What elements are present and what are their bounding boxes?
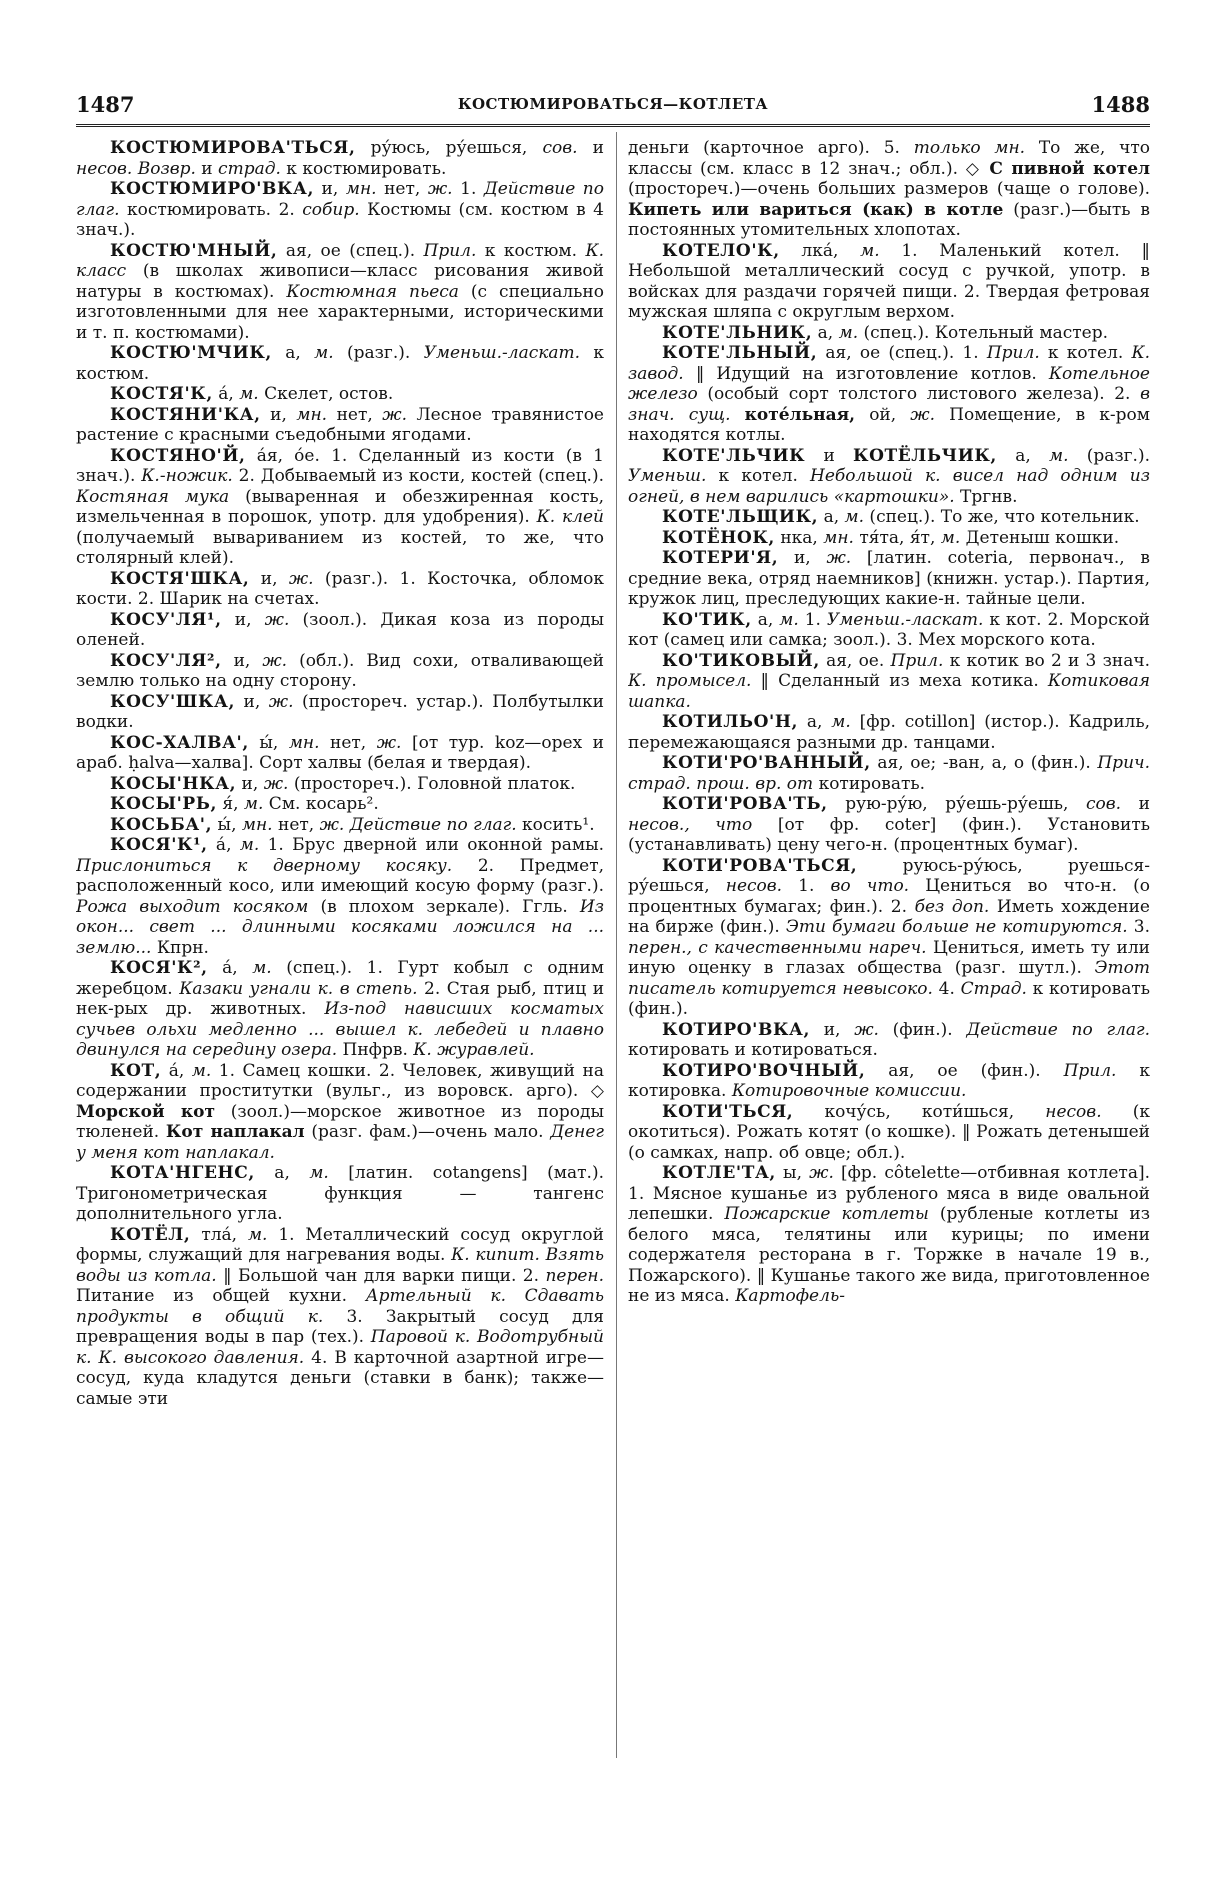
entry-headword: КОСЯ'К¹,	[110, 835, 208, 855]
dictionary-entry	[628, 856, 1150, 1020]
italic-text: Из окон... свет ... длинными косяками ложился на ... землю...	[76, 896, 604, 958]
italic-text: перен.	[545, 1265, 604, 1286]
entry-text	[731, 405, 745, 425]
italic-text: м.	[831, 712, 851, 732]
entry-text: руюсь-ру́юсь, руешься-ру́ешься,	[628, 855, 1150, 896]
entry-text: 1. Металлический сосуд округлой формы, служащий для нагревания воды.	[76, 1224, 604, 1265]
entry-text: 1.	[782, 876, 831, 896]
entry-text: 4.	[932, 978, 961, 999]
italic-text: К. клей	[536, 507, 604, 527]
italic-text: несов.	[725, 876, 783, 896]
italic-text: Костяная мука	[76, 486, 230, 507]
entry-headword: КО'ТИКОВЫЙ,	[662, 650, 820, 671]
entry-text: (рубленые котлеты из белого мяса, телятины или курицы; по имени содержателя ресторана в г. Торжке в начале 19 в., Пожарского). ‖ Кушанье такого же вида, приготовленное не из мяса.	[628, 1204, 1150, 1306]
italic-text: Прислониться к дверному косяку.	[76, 855, 453, 876]
entry-text: к котировка.	[628, 1060, 1150, 1101]
entry-text: а́,	[212, 384, 240, 404]
italic-text: Прил.	[423, 240, 477, 261]
entry-text: и,	[260, 404, 297, 425]
italic-text: мн.	[288, 732, 320, 753]
entry-text: а,	[996, 445, 1049, 466]
entry-headword: КОСТЯ'К,	[110, 384, 213, 404]
entry-headword: КОСЬБА',	[110, 814, 213, 835]
entry-text: лка́,	[779, 240, 861, 261]
entry-text: (разг.).	[333, 343, 424, 363]
dictionary-entry	[628, 507, 1150, 528]
dictionary-entry	[628, 1102, 1150, 1164]
entry-text: и,	[809, 1019, 855, 1040]
entry-text: а,	[812, 322, 839, 343]
entry-headword: КОТЕ'ЛЬНИК,	[662, 322, 813, 343]
italic-text: м.	[940, 527, 961, 548]
italic-text: Уменьш.-ласкат.	[826, 609, 984, 630]
italic-text: ж.	[427, 179, 453, 199]
entry-headword: КОСУ'ЛЯ¹,	[110, 609, 222, 630]
italic-text: Прил.	[890, 650, 944, 671]
entry-headword: КОСУ'ЛЯ²,	[110, 650, 222, 671]
entry-text: ы,	[775, 1163, 810, 1183]
italic-text: несов., что	[628, 814, 753, 835]
entry-text: Пнфрв.	[337, 1040, 414, 1060]
entry-text: к котировать (фин.).	[628, 978, 1150, 1019]
entry-text: к котел.	[706, 466, 811, 486]
entry-headword: КОТЛЕ'ТА,	[662, 1163, 776, 1183]
entry-text: (зоол.). Дикая коза из породы оленей.	[76, 609, 604, 650]
dictionary-entry	[76, 774, 604, 795]
italic-text: м.	[838, 322, 859, 343]
entry-text: ая, ое (спец.).	[277, 240, 424, 261]
italic-text: ж.	[263, 773, 289, 794]
dictionary-entry	[76, 692, 604, 733]
entry-text: [латин. coteria, первонач., в средние века, отряд наемников] (книжн. устар.). Партия, кружок лиц, преследующих какие-н. тайные цели.	[628, 548, 1150, 609]
entry-text: и	[195, 158, 219, 179]
italic-text: К. кипит. Взять воды из котла.	[76, 1245, 604, 1286]
bold-text: Кот наплакал	[165, 1122, 305, 1142]
entry-text: [фр. cotillon] (истор.). Кадриль, перемежающаяся разными др. танцами.	[628, 712, 1150, 753]
entry-headword: КОТЁЛЬЧИК,	[853, 445, 997, 466]
italic-text: мн.	[241, 814, 273, 835]
italic-text: ж.	[382, 404, 407, 425]
entry-text: к котел.	[1039, 343, 1132, 363]
entry-text: (особый сорт толстого листового железа). 2.	[697, 384, 1141, 404]
entry-text: Скелет, остов.	[258, 384, 394, 404]
entry-text: ая, ое.	[819, 650, 891, 671]
entry-text: (получаемый вывариванием из костей, то же, что столярный клей).	[76, 527, 604, 568]
italic-text: ж.	[854, 1019, 879, 1040]
italic-text: Денег у меня кот наплакал.	[76, 1122, 604, 1163]
entry-text: ая, ое (спец.). 1.	[817, 343, 987, 363]
entry-text: нет,	[319, 732, 377, 753]
entry-headword: КОТ,	[110, 1060, 162, 1081]
entry-text: 3. Закрытый сосуд для превращения воды в пар (тех.).	[76, 1306, 604, 1347]
entry-text: (в школах живописи—класс рисования живой натуры в костюмах).	[76, 261, 604, 302]
entry-text: [латин. cotangens] (мат.). Тригонометрическая функция — тангенс дополнительного угла.	[76, 1163, 604, 1224]
entry-headword: КОСТЯ'ШКА,	[110, 568, 250, 589]
italic-text: Страд.	[960, 978, 1027, 999]
italic-text: страд.	[218, 158, 281, 179]
entry-text: 1. Маленький котел. ‖ Небольшой металлический сосуд с ручкой, употр. в войсках для раздачи горячей пищи. 2. Твердая фетровая мужская шляпа с округлым верхом.	[628, 240, 1150, 322]
entry-text: (в плохом зеркале). Ггль.	[308, 896, 580, 917]
entry-headword: КО'ТИК,	[662, 609, 752, 630]
entry-text: а,	[818, 507, 845, 527]
entry-headword: КОСТЯНО'Й,	[110, 445, 246, 466]
italic-text: ж.	[826, 548, 852, 568]
italic-text: несов.	[1045, 1101, 1102, 1122]
dictionary-entry	[76, 241, 604, 344]
dictionary-entry	[628, 1020, 1150, 1061]
entry-text: Детеныш кошки.	[960, 527, 1120, 548]
entry-text: к костюмировать.	[280, 158, 447, 179]
italic-text: м.	[779, 609, 799, 630]
dictionary-entry	[628, 651, 1150, 713]
entry-text: Иметь хождение на бирже (фин.).	[628, 896, 1150, 937]
entry-text: тла́,	[190, 1224, 248, 1245]
entry-headword: КОСЫ'РЬ,	[110, 794, 217, 814]
entry-text: я́,	[216, 794, 244, 814]
italic-text: Прил.	[986, 343, 1040, 363]
entry-text: и,	[221, 609, 265, 630]
dictionary-entry	[628, 610, 1150, 651]
entry-headword: КОТЕРИ'Я,	[662, 548, 779, 568]
entry-text: (фин.).	[878, 1019, 967, 1040]
entry-text: [от фр. coter] (фин.). Установить (устанавливать) цену чего-н. (процентных бумаг).	[628, 814, 1150, 855]
entry-headword: КОТЕЛО'К,	[662, 240, 780, 261]
entry-text: ‖ Сделанный из меха котика.	[751, 671, 1048, 691]
entry-text: нет,	[327, 404, 383, 425]
entry-text: 1. Брус дверной или оконной рамы.	[259, 835, 604, 855]
italic-text: м.	[844, 507, 865, 527]
entry-text: костюмировать. 2.	[119, 199, 303, 220]
italic-text: ж.	[910, 404, 936, 425]
running-title: КОСТЮМИРОВАТЬСЯ—КОТЛЕТА	[457, 95, 769, 113]
italic-text: сов.	[542, 138, 578, 158]
dictionary-entry	[628, 241, 1150, 323]
entry-text: к котик во 2 и 3 знач.	[943, 650, 1150, 671]
entry-text: 3.	[1127, 917, 1150, 937]
dictionary-entry	[628, 1163, 1150, 1307]
italic-text: Прич. страд. прош. вр. от	[628, 753, 1150, 794]
column-divider	[616, 132, 617, 1758]
page-number-left: 1487	[76, 92, 135, 117]
entry-text: и,	[249, 568, 289, 589]
italic-text: Котиковая шапка.	[628, 671, 1150, 712]
italic-text: в знач. сущ.	[628, 384, 1150, 425]
italic-text: м.	[860, 240, 880, 261]
italic-text: м.	[309, 1163, 329, 1183]
entry-text: Тргнв.	[954, 486, 1018, 507]
entry-text: 1.	[798, 609, 827, 630]
entry-text: Помещение, в к-ром находятся котлы.	[628, 404, 1150, 445]
italic-text: собир.	[302, 199, 360, 220]
entry-text: (разг. фам.)—очень мало.	[304, 1122, 551, 1142]
entry-headword: КОТИ'РОВА'ТЬ,	[662, 794, 828, 814]
italic-text: сов.	[1086, 794, 1122, 814]
italic-text: Прил.	[1063, 1060, 1117, 1081]
entry-text: и,	[314, 179, 346, 199]
dictionary-entry	[76, 835, 604, 958]
entry-text: См. косарь².	[263, 794, 379, 814]
italic-text: мн.	[296, 404, 328, 425]
entry-headword: КОТЁЛ,	[110, 1224, 191, 1245]
entry-text: (спец.). 1. Гурт кобыл с одним жеребцом.	[76, 958, 604, 999]
entry-text: а,	[254, 1163, 310, 1183]
entry-text: нка,	[774, 527, 824, 548]
entry-headword: КОТИ'РО'ВАННЫЙ,	[662, 753, 871, 773]
entry-headword: КОСТЮМИРОВА'ТЬСЯ,	[110, 138, 356, 158]
italic-text: м.	[239, 384, 259, 404]
italic-text: м.	[252, 958, 272, 978]
entry-text: (простореч.). Головной платок.	[288, 773, 576, 794]
entry-text: к костюм.	[476, 240, 586, 261]
entry-text: Лесное травянистое растение с красными съедобными ягодами.	[76, 404, 604, 445]
entry-text: а́,	[207, 835, 240, 855]
entry-headword: КОТИРО'ВКА,	[662, 1019, 810, 1040]
entry-text: (вываренная и обезжиренная кость, измельченная в порошок, употр. для удобрения).	[76, 486, 604, 527]
italic-text: К. журавлей.	[413, 1040, 535, 1060]
page-header	[76, 92, 1150, 124]
italic-text: ж.	[262, 650, 288, 671]
dictionary-entry	[76, 569, 604, 610]
entry-text: Цениться, иметь ту или иную оценку в глазах общества (разг. шутл.).	[628, 937, 1150, 978]
dictionary-entry	[76, 384, 604, 405]
entry-text: и,	[236, 773, 264, 794]
entry-headword: КОТЕ'ЛЬЧИК	[662, 445, 806, 466]
italic-text: ж.	[268, 691, 294, 712]
dictionary-entry	[76, 733, 604, 774]
entry-text: а́,	[161, 1060, 192, 1081]
italic-text: Действие по глаг.	[76, 179, 604, 220]
entry-headword: КОСЫ'НКА,	[110, 773, 237, 794]
dictionary-entry	[76, 815, 604, 836]
entry-headword: КОСТЯНИ'КА,	[110, 404, 261, 425]
dictionary-entry	[628, 1061, 1150, 1102]
entry-text: (с специально изготовленными для нее характерными, историческими и т. п. костюмами).	[76, 281, 604, 343]
entry-text: и	[1121, 794, 1150, 814]
entry-text: ‖ Идущий на изготовление котлов.	[683, 363, 1049, 384]
entry-text: (разг.)—быть в постоянных утомительных хлопотах.	[628, 199, 1150, 240]
entry-text: кочу́сь, коти́шься,	[793, 1101, 1046, 1122]
dictionary-entry	[76, 651, 604, 692]
italic-text: ж.	[376, 732, 402, 753]
italic-text: м.	[1048, 445, 1069, 466]
entry-text: к кот. 2. Морской кот (самец или самка; зоол.). 3. Мех морского кота.	[628, 609, 1150, 650]
entry-text: (зоол.)—морское животное из породы тюленей.	[76, 1101, 604, 1142]
bold-text: С пивной котел	[989, 158, 1150, 179]
italic-text: ж. Действие по глаг.	[319, 814, 517, 835]
entry-headword: КОТИЛЬО'Н,	[662, 712, 799, 732]
entry-text: а́,	[207, 958, 253, 978]
entry-headword: КОС-ХАЛВА',	[110, 732, 249, 753]
entry-text: котировать.	[813, 773, 926, 794]
entry-text: (спец.). То же, что котельник.	[864, 507, 1140, 527]
entry-headword: КОТА'НГЕНС,	[110, 1163, 255, 1183]
entry-text: ая, ое; -ван, а, о (фин.).	[870, 753, 1098, 773]
dictionary-entry	[76, 343, 604, 384]
entry-text: [фр. côtelette—отбивная котлета]. 1. Мясное кушанье из рубленого мяса в виде овальной лепешки.	[628, 1163, 1150, 1224]
entry-text: 2. Стая рыб, птиц и нек-рых др. животных.	[76, 978, 604, 1019]
right-column	[628, 138, 1150, 1763]
entry-headword: КОСТЮ'МЧИК,	[110, 343, 272, 363]
dictionary-entry	[628, 343, 1150, 446]
entry-headword: КОСТЮМИРО'ВКА,	[110, 179, 315, 199]
header-rule	[76, 124, 1150, 130]
italic-text: ж.	[264, 609, 290, 630]
italic-text: м.	[239, 835, 260, 855]
entry-text: 1. Самец кошки. 2. Человек, живущий на содержании проститутки (вульг., из воровск. арго). ◇	[76, 1060, 604, 1101]
dictionary-entry	[628, 323, 1150, 344]
entry-text: Питание из общей кухни.	[76, 1286, 366, 1306]
entry-text: ы́,	[248, 732, 289, 753]
entry-text: 1.	[452, 179, 484, 199]
bold-text: Кипеть или вариться (как) в котле	[628, 199, 1004, 220]
dictionary-entry	[76, 1163, 604, 1225]
entry-headword: КОТЕ'ЛЬЩИК,	[662, 507, 819, 527]
entry-text: Цениться во что-н. (о процентных бумагах; фин.). 2.	[628, 876, 1150, 917]
italic-text: Действие по глаг.	[966, 1019, 1150, 1040]
page-number-right: 1488	[1091, 92, 1150, 117]
italic-text: м.	[191, 1060, 212, 1081]
entry-text: косить¹.	[516, 814, 595, 835]
entry-text: и,	[235, 691, 269, 712]
entry-text: (простореч.)—очень больших размеров (чаще о голове).	[628, 179, 1150, 199]
italic-text: Картофель-	[735, 1286, 845, 1306]
italic-text: Этот писатель котируется невысоко.	[628, 958, 1150, 999]
dictionary-entry	[76, 405, 604, 446]
entry-text: а,	[751, 609, 780, 630]
italic-text: м.	[314, 343, 334, 363]
entry-text: к костюм.	[76, 343, 604, 384]
italic-text: К. промысел.	[628, 671, 752, 691]
entry-text: деньги (карточное арго). 5.	[628, 138, 914, 158]
entry-text: (разг.).	[1068, 445, 1150, 466]
entry-text: а,	[798, 712, 832, 732]
italic-text: Уменьш.	[628, 466, 707, 486]
dictionary-entry	[76, 610, 604, 651]
entry-text: и	[577, 138, 604, 158]
entry-text: ру́юсь, ру́ешься,	[355, 138, 543, 158]
italic-text: Костюмная пьеса	[286, 281, 459, 302]
dictionary-entry	[628, 794, 1150, 856]
entry-text: То же, что классы (см. класс в 12 знач.; обл.). ◇	[628, 138, 1150, 179]
entry-text: рую-ру́ю, ру́ешь-ру́ешь,	[827, 794, 1087, 814]
entry-text: и,	[221, 650, 263, 671]
entry-text: ой,	[855, 404, 911, 425]
italic-text: Котировочные комиссии.	[731, 1081, 967, 1101]
dictionary-entry	[76, 446, 604, 569]
italic-text: Котельное железо	[628, 363, 1150, 404]
bold-text: Морской кот	[76, 1101, 216, 1122]
italic-text: ж.	[809, 1163, 834, 1183]
italic-text: без доп.	[914, 896, 990, 917]
italic-text: К. завод.	[628, 343, 1150, 384]
entry-text: ‖ Большой чан для варки пищи. 2.	[216, 1265, 546, 1286]
italic-text: Рожа выходит косяком	[76, 896, 309, 917]
entry-text: (к окотиться). Рожать котят (о кошке). ‖ Рожать детенышей (о самках, напр. об овце; обл.).	[628, 1101, 1150, 1163]
entry-text: ы́,	[212, 814, 242, 835]
entry-text: и	[805, 445, 854, 466]
italic-text: во что.	[830, 876, 910, 896]
dictionary-entry	[628, 712, 1150, 753]
entry-text: нет,	[376, 179, 428, 199]
dictionary-entry	[76, 1061, 604, 1164]
italic-text: Из-под нависших косматых сучьев ольхи медленно ... вышел к. лебедей и плавно двинулся на середину озера.	[76, 999, 604, 1060]
italic-text: м.	[247, 1224, 268, 1245]
dictionary-entry	[628, 548, 1150, 610]
italic-text: ж.	[288, 568, 314, 589]
dictionary-entry	[628, 528, 1150, 549]
entry-text: (обл.). Вид сохи, отваливающей землю только на одну сторону.	[76, 650, 604, 691]
italic-text: только мн.	[913, 138, 1026, 158]
italic-text: Небольшой к. висел над одним из огней, в нем варились «картошки».	[628, 466, 1150, 507]
dictionary-entry	[628, 753, 1150, 794]
dictionary-entry	[76, 958, 604, 1061]
entry-headword: КОТИ'РОВА'ТЬСЯ,	[662, 855, 858, 876]
entry-headword: КОСЯ'К²,	[110, 958, 208, 978]
dictionary-entry	[76, 179, 604, 241]
entry-text: а́я, о́е. 1. Сделанный из кости (в 1 знач.).	[76, 445, 604, 486]
italic-text: мн.	[823, 527, 854, 548]
italic-text: Уменьш.-ласкат.	[423, 343, 581, 363]
entry-text: [от тур. koz—орех и араб. ḥalva—халва]. Сорт халвы (белая и твердая).	[76, 732, 604, 773]
entry-headword: КОТЁНОК,	[662, 527, 775, 548]
entry-text: ая, ое (фин.).	[865, 1060, 1064, 1081]
dictionary-entry	[76, 1225, 604, 1410]
entry-text: Кпрн.	[151, 937, 209, 958]
italic-text: Паровой к. Водотрубный к. К. высокого давления.	[76, 1327, 604, 1368]
dictionary-entry	[76, 794, 604, 815]
entry-text: (спец.). Котельный мастер.	[858, 322, 1108, 343]
italic-text: несов. Возвр.	[76, 158, 196, 179]
italic-text: м.	[243, 794, 264, 814]
dictionary-entry	[76, 138, 604, 179]
italic-text: К. класс	[76, 240, 604, 281]
italic-text: Артельный к. Сдавать продукты в общий к.	[76, 1286, 604, 1327]
entry-text: (простореч. устар.). Полбутылки водки.	[76, 691, 604, 732]
dictionary-entry	[628, 138, 1150, 241]
entry-text: Костюмы (см. костюм в 4 знач.).	[76, 199, 604, 240]
entry-text: 2. Предмет, расположенный косо, или имеющий косую форму (разг.).	[76, 855, 604, 896]
entry-text: нет,	[272, 814, 320, 835]
entry-headword: КОСТЮ'МНЫЙ,	[110, 240, 278, 261]
entry-headword: КОТИРО'ВОЧНЫЙ,	[662, 1060, 866, 1081]
entry-text: котировать и котироваться.	[628, 1040, 878, 1060]
entry-headword: КОТЕ'ЛЬНЫЙ,	[662, 343, 818, 363]
italic-text: Эти бумаги больше не котируются.	[785, 917, 1128, 937]
entry-text: 4. В карточной азартной игре—сосуд, куда кладутся деньги (ставки в банк); также—самые эти	[76, 1347, 604, 1409]
entry-text: и,	[778, 548, 827, 568]
entry-headword: КОТИ'ТЬСЯ,	[662, 1101, 794, 1122]
italic-text: мн.	[345, 179, 377, 199]
entry-text: (разг.). 1. Косточка, обломок кости. 2. Шарик на счетах.	[76, 568, 604, 609]
italic-text: К.-ножик.	[141, 466, 233, 486]
left-column	[76, 138, 604, 1763]
entry-text: тя́та, я́т,	[853, 527, 941, 548]
entry-text: 2. Добываемый из кости, костей (спец.).	[232, 466, 604, 486]
entry-headword: КОСУ'ШКА,	[110, 691, 235, 712]
italic-text: Пожарские котлеты	[724, 1204, 929, 1224]
dictionary-entry	[628, 446, 1150, 508]
italic-text: Казаки угнали к. в степь.	[179, 978, 418, 999]
bold-text: коте́льная,	[744, 404, 856, 425]
entry-text: а,	[271, 343, 315, 363]
italic-text: перен., с качественными нареч.	[628, 937, 927, 958]
